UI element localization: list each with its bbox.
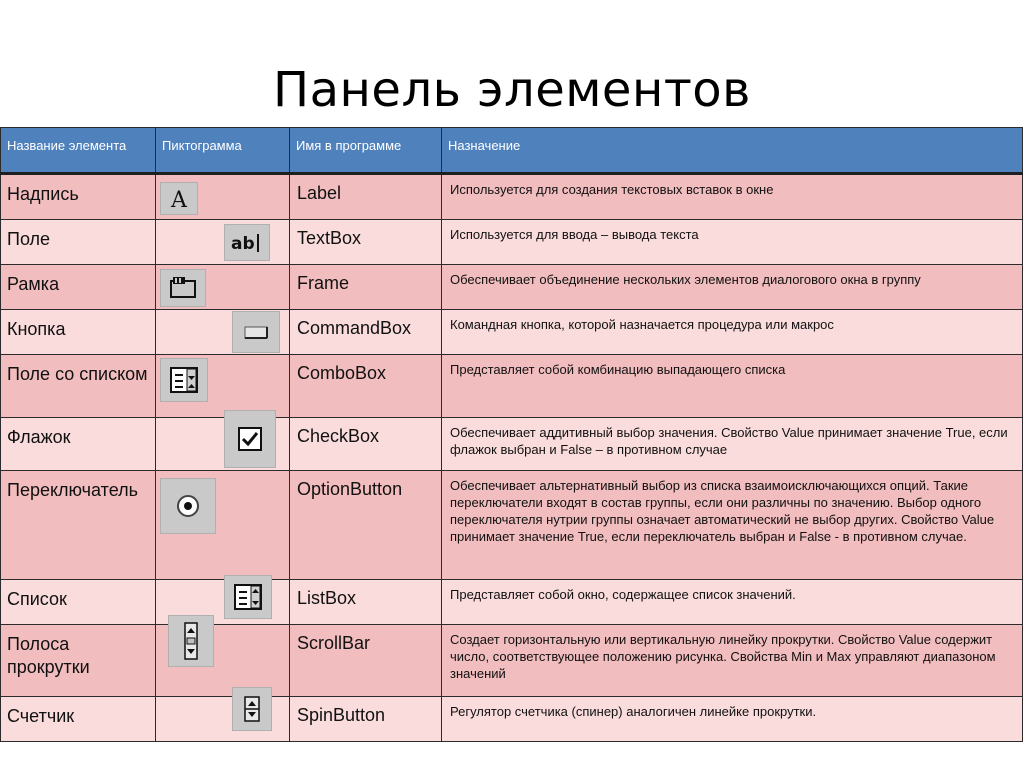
table-row bbox=[1, 355, 1023, 418]
table-row bbox=[1, 265, 1023, 310]
element-name: Поле bbox=[7, 229, 51, 249]
table-row bbox=[1, 625, 1023, 697]
svg-text:A: A bbox=[171, 187, 187, 212]
table-row bbox=[1, 220, 1023, 265]
table-row bbox=[1, 580, 1023, 625]
program-name: Label bbox=[297, 183, 342, 203]
element-name: Счетчик bbox=[7, 706, 75, 726]
purpose-text: Обеспечивает аддитивный выбор значения. Свойство Value принимает значение True, если флажок выбран и False – в противном случае bbox=[450, 425, 1008, 457]
element-name: Поле со списком bbox=[7, 364, 148, 384]
header-program: Имя в программе bbox=[290, 128, 442, 174]
checkbox-icon bbox=[224, 410, 276, 468]
element-name: Список bbox=[7, 589, 67, 609]
svg-text:ab: ab bbox=[231, 233, 255, 254]
purpose-text: Представляет собой окно, содержащее список значений. bbox=[450, 587, 796, 602]
header-row bbox=[1, 128, 1023, 174]
command-button-icon bbox=[232, 311, 280, 353]
element-name: Полоса прокрутки bbox=[7, 634, 90, 677]
page-title: Панель элементов bbox=[273, 62, 751, 118]
header-name: Название элемента bbox=[1, 128, 156, 174]
element-name: Переключатель bbox=[7, 480, 138, 500]
listbox-icon bbox=[224, 575, 272, 619]
purpose-text: Командная кнопка, которой назначается процедура или макрос bbox=[450, 317, 834, 332]
table-row bbox=[1, 471, 1023, 580]
program-name: CommandBox bbox=[297, 318, 412, 338]
purpose-text: Используется для ввода – вывода текста bbox=[450, 227, 699, 242]
program-name: SpinButton bbox=[297, 705, 386, 725]
element-name: Надпись bbox=[7, 184, 79, 204]
purpose-text: Используется для создания текстовых вставок в окне bbox=[450, 182, 774, 197]
purpose-text: Представляет собой комбинацию выпадающего списка bbox=[450, 362, 786, 377]
combobox-icon bbox=[160, 358, 208, 402]
purpose-text: Создает горизонтальную или вертикальную линейку прокрутки. Свойство Value содержит число, соответствующее положению рисунка. Свойства Min и Max управляют диапазоном значений bbox=[450, 632, 996, 681]
table-row bbox=[1, 418, 1023, 471]
toolbox-table bbox=[0, 127, 1023, 742]
program-name: CheckBox bbox=[297, 426, 380, 446]
program-name: ComboBox bbox=[297, 363, 387, 383]
spin-button-icon bbox=[232, 687, 272, 731]
purpose-text: Обеспечивает альтернативный выбор из списка взаимоисключающихся опций. Такие переключатели входят в состав группы, если они различны по значению. Выбор одного переключателя нутрии группы означает автоматический не выбор других. Свойство Value принимает значение True, если переключатель выбран и False - в противном случае. bbox=[450, 478, 995, 544]
textbox-icon bbox=[224, 224, 270, 261]
frame-icon bbox=[160, 269, 206, 307]
scrollbar-icon bbox=[168, 615, 214, 667]
purpose-text: Обеспечивает объединение нескольких элементов диалогового окна в группу bbox=[450, 272, 921, 287]
header-purpose: Назначение bbox=[442, 128, 1023, 174]
table-row bbox=[1, 697, 1023, 742]
table-row bbox=[1, 310, 1023, 355]
header-icon: Пиктограмма bbox=[156, 128, 290, 174]
program-name: TextBox bbox=[297, 228, 362, 248]
program-name: ScrollBar bbox=[297, 633, 371, 653]
program-name: ListBox bbox=[297, 588, 357, 608]
element-name: Рамка bbox=[7, 274, 60, 294]
table-row bbox=[1, 174, 1023, 220]
program-name: OptionButton bbox=[297, 479, 403, 499]
label-icon bbox=[160, 182, 198, 215]
element-name: Кнопка bbox=[7, 319, 66, 339]
purpose-text: Регулятор счетчика (спинер) аналогичен линейке прокрутки. bbox=[450, 704, 817, 719]
element-name: Флажок bbox=[7, 427, 71, 447]
option-button-icon bbox=[160, 478, 216, 534]
program-name: Frame bbox=[297, 273, 350, 293]
